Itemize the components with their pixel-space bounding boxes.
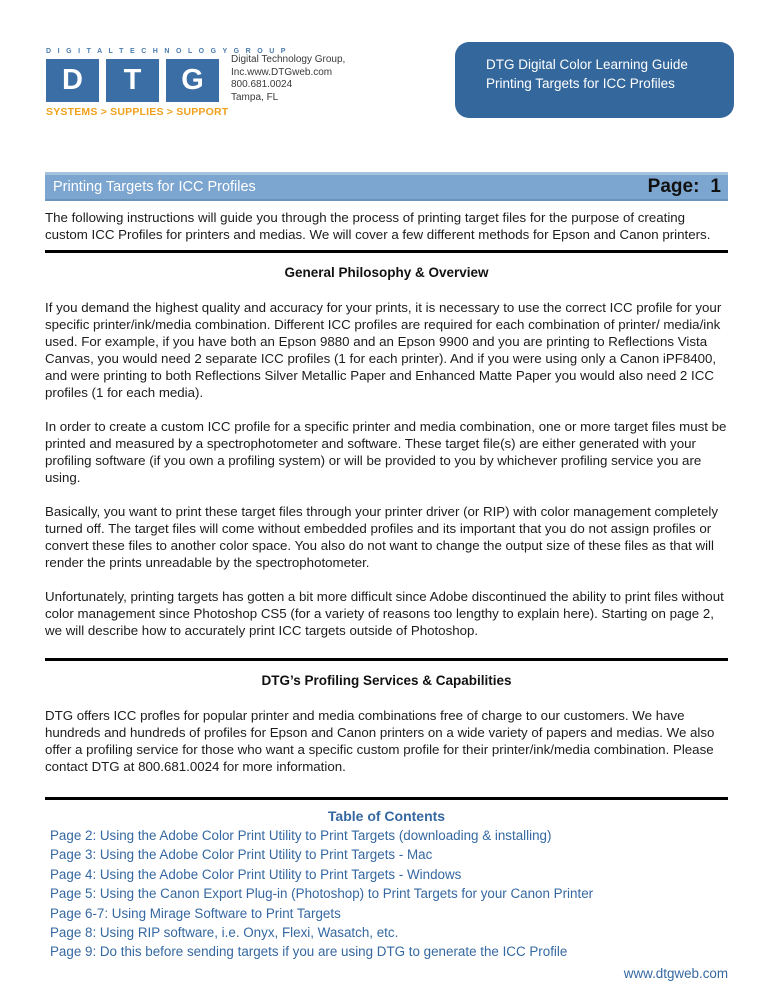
section-heading-profiling-services: DTG’s Profiling Services & Capabilities — [261, 673, 512, 688]
body-paragraph: Unfortunately, printing targets has gotten a bit more difficult since Adobe discontinued the ability to print files without color management since Photoshop CS5 (for a variety of reasons too lengthy to explain here). Starting on page 2, we will describe how to accurately print ICC targets outside of Photoshop. — [45, 589, 724, 638]
intro-paragraph: The following instructions will guide you through the process of printing target files for the purpose of creating custom ICC Profiles for printers and medias. We will cover a few different methods for Epson and Canon printers. — [45, 210, 711, 242]
page-number: 1 — [710, 176, 721, 197]
guide-badge-line1: DTG Digital Color Learning Guide — [486, 57, 688, 72]
learning-guide-badge — [455, 42, 734, 118]
body-paragraph: If you demand the highest quality and accuracy for your prints, it is necessary to use the correct ICC profile for your specific printer/ink/media combination. Different ICC profiles are required for each combination of printer/ media/ink used. For example, if you have both an Epson 9880 and an Epson 9900 and you are printing to Reflections Vista Canvas, you would need 2 separate ICC profiles (1 for each printer). And if you were using only a Canon iPF8400, and were printing to both Reflections Silver Metallic Paper and Enhanced Matte Paper you would also need 2 ICC profiles (1 for each media). — [45, 300, 722, 400]
page-header — [0, 0, 768, 172]
toc-link-page8[interactable]: Page 8: Using RIP software, i.e. Onyx, Flexi, Wasatch, etc. — [50, 925, 399, 941]
section-divider — [45, 250, 728, 253]
section-divider — [45, 658, 728, 661]
logo-top-tagline: D I G I T A L T E C H N O L O G Y G R O U P — [46, 48, 288, 55]
document-content — [0, 209, 768, 981]
logo-letter-squares — [46, 59, 236, 102]
body-paragraph: In order to create a custom ICC profile for a specific printer and media combination, one or more target files must be printed and measured by a spectrophotometer and software. These target file(s) are either generated with your profiling software (if you own a profiling system) or will be provided to you by whichever profiling service you are using. — [45, 419, 727, 485]
document-title: Printing Targets for ICC Profiles — [53, 179, 256, 195]
page-indicator — [648, 176, 721, 198]
toc-title: Table of Contents — [327, 808, 446, 824]
body-paragraph: Basically, you want to print these target files through your printer driver (or RIP) with color management completely turned off. The target files will come without embedded profiles and its important that you do not assign profiles or convert these files to another color space. You also do not want to change the output size of these files as that will render the prints unreadable by the spectrophotometer. — [45, 504, 719, 570]
logo-square-g: G — [166, 59, 219, 102]
contact-website: Inc.www.DTGweb.com — [231, 66, 333, 78]
body-paragraph: DTG offers ICC profles for popular printer and media combinations free of charge to our customers. We have hundreds and hundreds of profiles for Epson and Canon printers on a wide variety of papers and medias. We also offer a profiling service for those who want a specific custom profile for their printer/ink/media combination. Please contact DTG at 800.681.0024 for more information. — [45, 708, 715, 774]
toc-link-page4[interactable]: Page 4: Using the Adobe Color Print Utility to Print Targets - Windows — [50, 866, 462, 882]
company-contact-info — [231, 54, 345, 104]
guide-badge-line2: Printing Targets for ICC Profiles — [486, 76, 675, 91]
section-heading-general-philosophy: General Philosophy & Overview — [284, 265, 489, 280]
contact-city: Tampa, FL — [231, 91, 279, 103]
document-title-bar — [45, 172, 728, 201]
section-divider — [45, 797, 728, 800]
logo-square-d: D — [46, 59, 99, 102]
logo-square-t: T — [106, 59, 159, 102]
toc-link-page2[interactable]: Page 2: Using the Adobe Color Print Utility to Print Targets (downloading & installing) — [50, 828, 552, 843]
page-label: Page: — [647, 176, 700, 197]
toc-link-page3[interactable]: Page 3: Using the Adobe Color Print Utility to Print Targets - Mac — [50, 847, 433, 863]
toc-link-page6-7[interactable]: Page 6-7: Using Mirage Software to Print Targets — [50, 905, 341, 921]
contact-company-name: Digital Technology Group, — [231, 54, 346, 65]
website-link[interactable]: www.dtgweb.com — [623, 965, 728, 981]
toc-link-page9[interactable]: Page 9: Do this before sending targets if you are using DTG to generate the ICC Profile — [50, 944, 568, 960]
toc-link-page5[interactable]: Page 5: Using the Canon Export Plug-in (Photoshop) to Print Targets for your Canon Printer — [50, 886, 594, 902]
contact-phone: 800.681.0024 — [231, 79, 293, 90]
logo-bottom-tagline: SYSTEMS > SUPPLIES > SUPPORT — [46, 106, 229, 118]
table-of-contents — [45, 826, 728, 962]
